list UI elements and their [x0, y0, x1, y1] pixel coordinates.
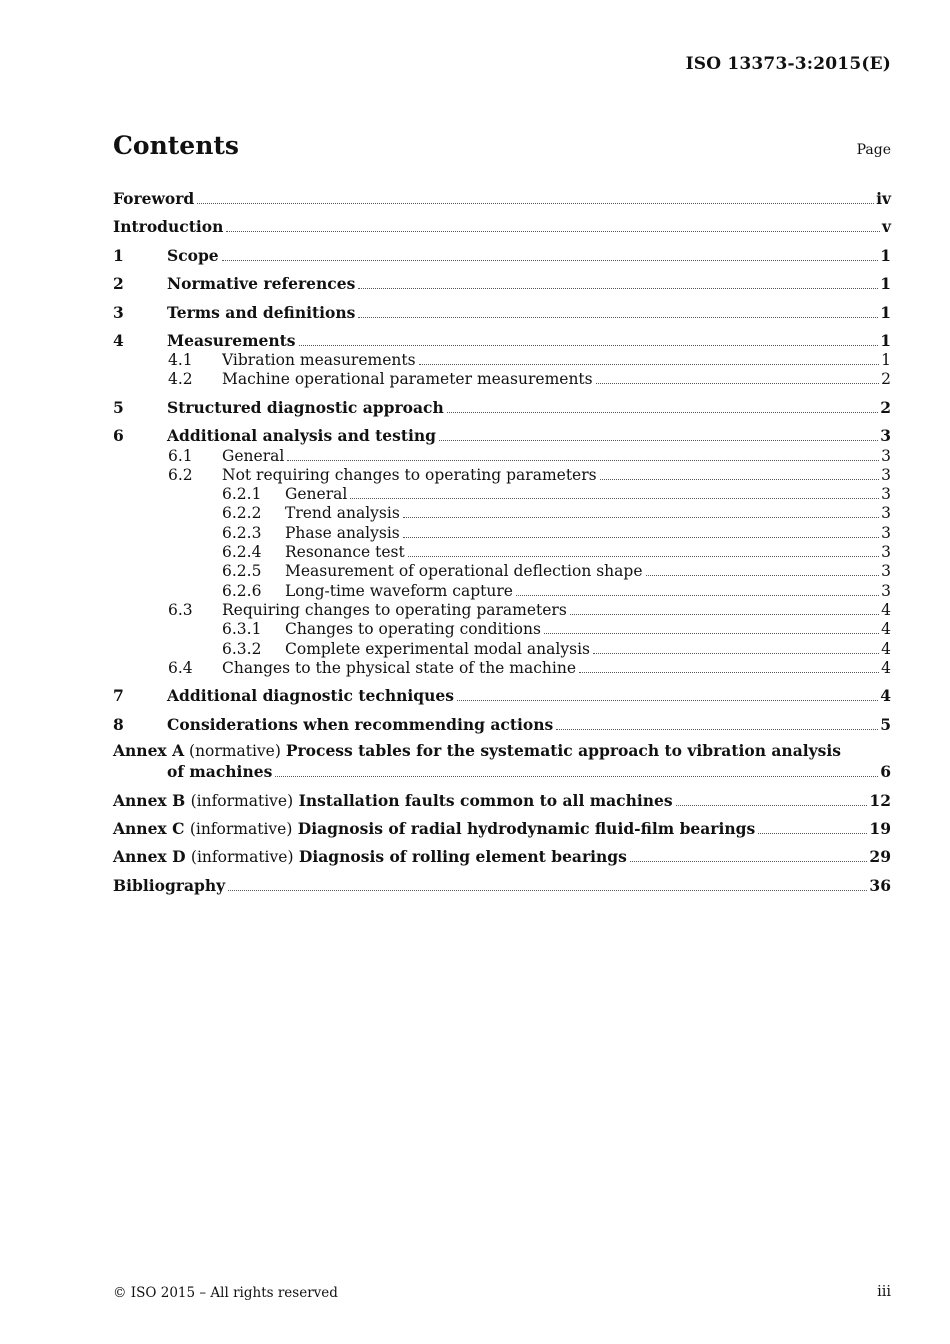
dot-leader: [358, 316, 878, 318]
footer-page-number: iii: [877, 1284, 891, 1300]
toc-entry[interactable]: [113, 560, 891, 580]
dot-leader: [447, 411, 878, 413]
toc-entry-number: 4: [113, 331, 124, 350]
toc-entry[interactable]: [113, 188, 891, 208]
toc-entry-number: 6.3.1: [222, 620, 262, 638]
toc-entry-title: Requiring changes to operating parameters: [222, 601, 567, 619]
dot-leader: [275, 775, 878, 777]
dot-leader: [593, 652, 879, 654]
dot-leader: [630, 860, 868, 862]
toc-entry[interactable]: [113, 522, 891, 542]
toc-entry-title: Vibration measurements: [222, 351, 416, 369]
bibliography-entry[interactable]: [113, 875, 891, 895]
toc-entry[interactable]: [113, 425, 891, 445]
toc-entry-number: 5: [113, 398, 124, 417]
toc-entry-title: General: [222, 447, 285, 465]
toc-entry-number: 6.2.2: [222, 504, 262, 522]
annex-label: Annex D: [113, 847, 186, 866]
annex-title: Installation faults common to all machines: [298, 791, 673, 810]
toc-entry-title: Complete experimental modal analysis: [285, 640, 590, 658]
toc-entry-number: 1: [113, 246, 124, 265]
toc-entry-title: Measurement of operational deflection shape: [285, 562, 643, 580]
annex-entry[interactable]: [113, 846, 891, 866]
toc-entry-page: 4: [880, 686, 891, 705]
toc-entry-title: Measurements: [167, 331, 296, 350]
toc-entry[interactable]: [113, 397, 891, 417]
toc-entry-page: 3: [881, 466, 891, 484]
dot-leader: [358, 287, 878, 289]
toc-entry[interactable]: [113, 541, 891, 561]
toc-entry-page: v: [881, 217, 891, 236]
toc-entry-number: 3: [113, 303, 124, 322]
toc-entry-title: Structured diagnostic approach: [167, 398, 444, 417]
toc-entry-title: Additional diagnostic techniques: [167, 686, 454, 705]
dot-leader: [419, 363, 880, 365]
annex-title: Process tables for the systematic approach to vibration analysis: [285, 741, 841, 760]
toc-entry-number: 6.4: [168, 659, 193, 677]
annex-page: 19: [869, 819, 891, 838]
annex-entry-line[interactable]: [113, 742, 891, 762]
dot-leader: [457, 699, 878, 701]
dot-leader: [350, 497, 879, 499]
toc-entry-title: Not requiring changes to operating parameters: [222, 466, 597, 484]
toc-entry[interactable]: [113, 216, 891, 236]
toc-entry[interactable]: [113, 502, 891, 522]
annex-entry[interactable]: [113, 790, 891, 810]
dot-leader: [758, 832, 867, 834]
dot-leader: [403, 516, 879, 518]
toc-entry-page: 5: [880, 715, 891, 734]
annex-page: 6: [880, 762, 891, 781]
footer-copyright: © ISO 2015 – All rights reserved: [113, 1285, 338, 1301]
toc-entry[interactable]: [113, 349, 891, 369]
toc-entry[interactable]: [113, 368, 891, 388]
dot-leader: [439, 439, 878, 441]
dot-leader: [596, 382, 880, 384]
dot-leader: [403, 536, 879, 538]
toc-entry[interactable]: [113, 445, 891, 465]
toc-entry[interactable]: [113, 599, 891, 619]
toc-entry-title: General: [285, 485, 348, 503]
dot-leader: [408, 555, 879, 557]
dot-leader: [287, 459, 879, 461]
dot-leader: [676, 804, 868, 806]
dot-leader: [600, 478, 880, 480]
annex-title: Diagnosis of rolling element bearings: [298, 847, 627, 866]
dot-leader: [646, 574, 880, 576]
toc-entry-number: 6.2.3: [222, 524, 262, 542]
annex-type: (normative): [189, 742, 281, 760]
toc-entry-number: 6.2.6: [222, 582, 262, 600]
annex-type: (informative): [190, 792, 294, 810]
toc-entry-number: 6.3: [168, 601, 193, 619]
toc-entry-title: Terms and definitions: [167, 303, 356, 322]
toc-entry-page: 4: [881, 620, 891, 638]
annex-label: Annex A: [113, 741, 185, 760]
toc-entry-number: 2: [113, 274, 124, 293]
toc-entry-title: Foreword: [113, 189, 195, 208]
toc-entry-page: 3: [881, 447, 891, 465]
toc-entry-title: Normative references: [167, 274, 356, 293]
toc-entry-page: 4: [881, 659, 891, 677]
contents-heading: Contents: [113, 131, 240, 160]
toc-entry-page: 3: [881, 562, 891, 580]
toc-entry-page: 1: [881, 351, 891, 369]
toc-entry-title: Changes to the physical state of the machine: [222, 659, 576, 677]
annex-page: 29: [869, 847, 891, 866]
toc-entry-page: 3: [880, 426, 891, 445]
dot-leader: [516, 594, 879, 596]
toc-entry-page: 1: [880, 274, 891, 293]
toc-entry-page: iv: [876, 189, 891, 208]
toc-entry[interactable]: [113, 273, 891, 293]
toc-entry-number: 6.1: [168, 447, 193, 465]
toc-entry[interactable]: [113, 330, 891, 350]
toc-entry-title: Introduction: [113, 217, 224, 236]
toc-entry-title: Additional analysis and testing: [167, 426, 437, 445]
toc-entry-number: 6.2.1: [222, 485, 262, 503]
dot-leader: [556, 728, 878, 730]
dot-leader: [299, 344, 879, 346]
toc-entry[interactable]: [113, 580, 891, 600]
toc-entry-page: 4: [881, 601, 891, 619]
toc-entry-number: 6.2: [168, 466, 193, 484]
annex-title: Diagnosis of radial hydrodynamic fluid-film bearings: [297, 819, 756, 838]
annex-type: (informative): [189, 820, 293, 838]
toc-entry[interactable]: [113, 657, 891, 677]
toc-entry-title: Resonance test: [285, 543, 405, 561]
toc-entry-title: Changes to operating conditions: [285, 620, 541, 638]
toc-entry[interactable]: [113, 464, 891, 484]
annex-heading: [113, 820, 755, 838]
page-column-label: Page: [856, 142, 891, 158]
toc-entry-title: Phase analysis: [285, 524, 400, 542]
toc-entry-title: Machine operational parameter measurements: [222, 370, 593, 388]
annex-label: Annex C: [113, 819, 185, 838]
toc-entry[interactable]: [113, 685, 891, 705]
toc-entry-title: Scope: [167, 246, 219, 265]
dot-leader: [544, 632, 879, 634]
toc-entry-page: 2: [880, 398, 891, 417]
toc-entry-title: Long-time waveform capture: [285, 582, 513, 600]
toc-entry-number: 7: [113, 686, 124, 705]
toc-entry-number: 4.2: [168, 370, 193, 388]
annex-type: (informative): [190, 848, 294, 866]
toc-entry[interactable]: [113, 618, 891, 638]
toc-entry[interactable]: [113, 245, 891, 265]
toc-entry-number: 6.2.5: [222, 562, 262, 580]
bibliography-title: Bibliography: [113, 876, 226, 895]
toc-entry[interactable]: [113, 302, 891, 322]
toc-entry-number: 6: [113, 426, 124, 445]
toc-entry-title: Trend analysis: [285, 504, 400, 522]
toc-entry-page: 2: [881, 370, 891, 388]
dot-leader: [570, 613, 879, 615]
toc-entry-number: 6.3.2: [222, 640, 262, 658]
annex-entry[interactable]: [113, 761, 891, 781]
annex-title-continued: of machines: [167, 762, 273, 781]
toc-entry-page: 1: [880, 303, 891, 322]
toc-entry-page: 3: [881, 485, 891, 503]
dot-leader: [222, 259, 879, 261]
annex-page: 12: [869, 791, 891, 810]
toc-entry-number: 8: [113, 715, 124, 734]
toc-entry[interactable]: [113, 638, 891, 658]
toc-entry[interactable]: [113, 483, 891, 503]
dot-leader: [579, 671, 879, 673]
toc-entry-page: 1: [880, 331, 891, 350]
dot-leader: [228, 889, 867, 891]
toc-entry-page: 3: [881, 524, 891, 542]
annex-heading: [113, 792, 673, 810]
toc-entry-title: Considerations when recommending actions: [167, 715, 554, 734]
annex-entry[interactable]: [113, 818, 891, 838]
toc-entry-page: 1: [880, 246, 891, 265]
dot-leader: [226, 230, 880, 232]
annex-heading: [113, 848, 627, 866]
toc-entry-page: 3: [881, 543, 891, 561]
annex-label: Annex B: [113, 791, 186, 810]
bibliography-page: 36: [869, 876, 891, 895]
toc-entry-number: 6.2.4: [222, 543, 262, 561]
toc-entry-page: 4: [881, 640, 891, 658]
document-id: ISO 13373-3:2015(E): [685, 54, 891, 74]
toc-entry[interactable]: [113, 714, 891, 734]
dot-leader: [197, 202, 874, 204]
toc-entry-page: 3: [881, 582, 891, 600]
toc-entry-number: 4.1: [168, 351, 193, 369]
toc-entry-page: 3: [881, 504, 891, 522]
